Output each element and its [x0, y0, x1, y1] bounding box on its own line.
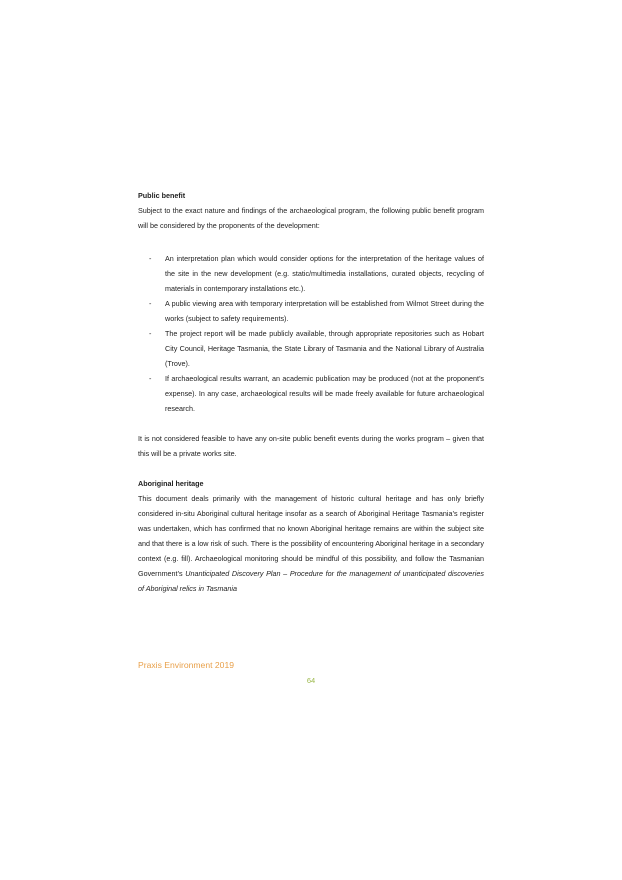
spacer: [138, 416, 484, 431]
aboriginal-heritage-text: [138, 491, 484, 596]
public-benefit-list: [138, 251, 484, 416]
aboriginal-heritage-body: This document deals primarily with the management of historic cultural heritage and has only briefly considered in-situ Aboriginal cultural heritage insofar as a search of Aboriginal Heritage Tasmania’s register was undertaken, which has confirmed that no known Aboriginal heritage remains are within the subject site and that there is a low risk of such. There is the possibility of encountering Aboriginal heritage in a secondary context (e.g. fill). Archaeological monitoring should be mindful of this possibility, and follow the Tasmanian Government’s: [138, 494, 484, 578]
bullet-dash: -: [149, 374, 152, 383]
page-number: 64: [306, 676, 316, 685]
bullet-dash: -: [149, 299, 152, 308]
bullet-text: The project report will be made publicly available, through appropriate repositories such as Hobart City Council, Heritage Tasmania, the State Library of Tasmania and the National Library of Australia (Trove).: [165, 329, 484, 368]
discovery-plan-reference: Unanticipated Discovery Plan – Procedure for the management of unanticipated discoveries of Aboriginal relics in Tasmania: [138, 569, 484, 593]
bullet-text: A public viewing area with temporary interpretation will be established from Wilmot Street during the works (subject to safety requirements).: [165, 299, 484, 323]
bullet-text: If archaeological results warrant, an academic publication may be produced (not at the proponent’s expense). In any case, archaeological results will be made freely available for future archaeological research.: [165, 374, 484, 413]
list-item: [138, 251, 484, 296]
list-item: [138, 296, 484, 326]
list-item: [138, 371, 484, 416]
bullet-dash: -: [149, 329, 152, 338]
spacer: [138, 233, 484, 248]
public-benefit-heading: Public benefit: [138, 191, 186, 200]
spacer: [138, 461, 484, 476]
document-body: [138, 188, 484, 596]
footer-organisation: Praxis Environment 2019: [138, 660, 235, 670]
list-item: [138, 326, 484, 371]
aboriginal-heritage-heading: Aboriginal heritage: [138, 479, 204, 488]
public-benefit-closing: It is not considered feasible to have any on-site public benefit events during the works program – given that this will be a private works site.: [138, 434, 484, 458]
bullet-dash: -: [149, 254, 152, 263]
public-benefit-intro: Subject to the exact nature and findings of the archaeological program, the following public benefit program will be considered by the proponents of the development:: [138, 206, 484, 230]
bullet-text: An interpretation plan which would consider options for the interpretation of the heritage values of the site in the new development (e.g. static/multimedia installations, curated objects, recycling of materials in contemporary installations etc.).: [165, 254, 484, 293]
